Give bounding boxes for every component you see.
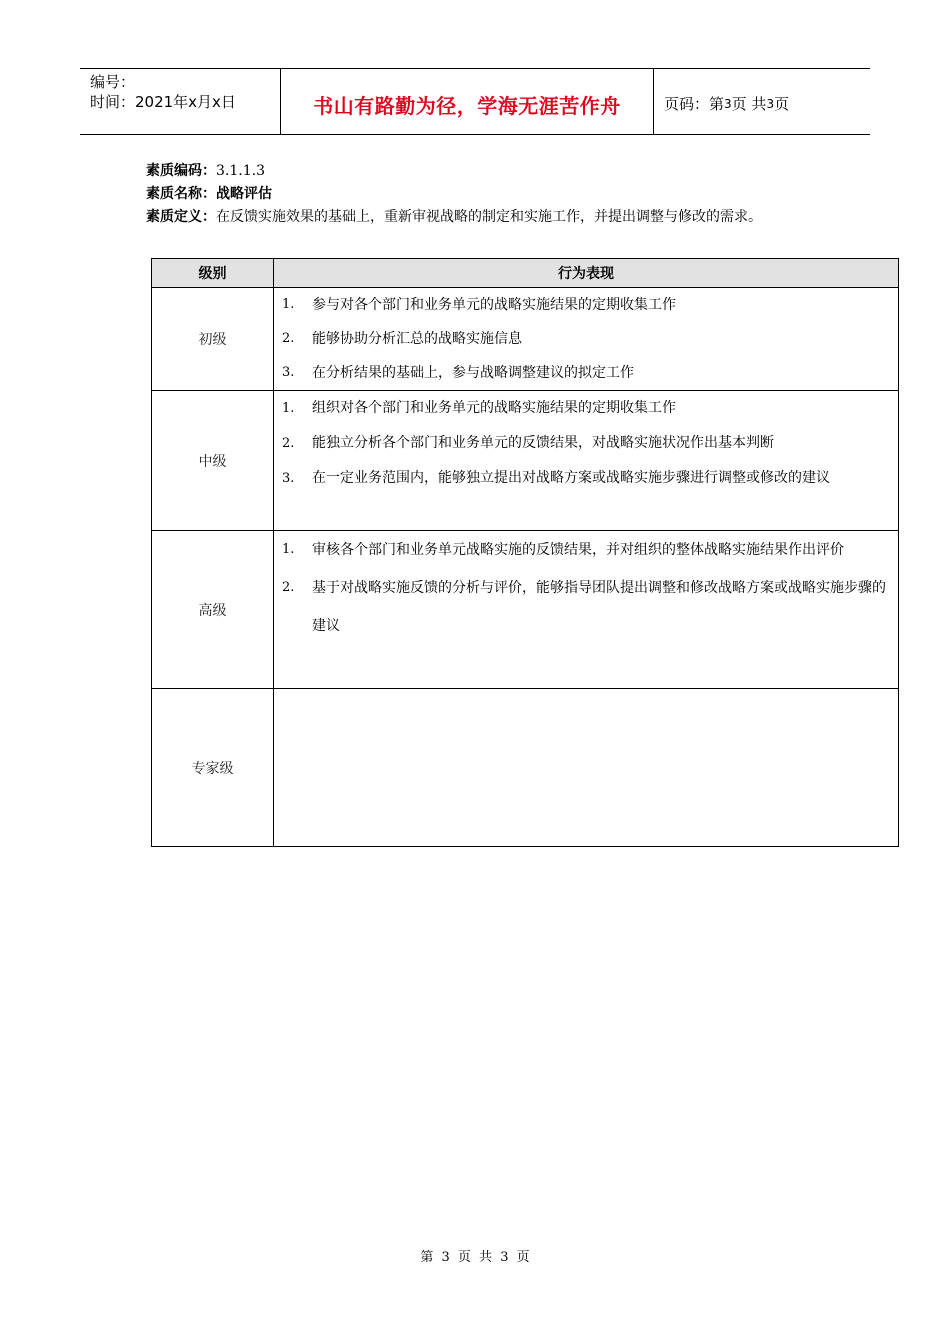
table-row — [152, 288, 899, 391]
item-number: 1. — [282, 297, 295, 312]
header-level: 级别 — [152, 259, 274, 288]
behavior-cell — [274, 391, 899, 531]
competency-definition-value: 在反馈实施效果的基础上，重新审视战略的制定和实施工作，并提出调整与修改的需求。 — [216, 209, 762, 225]
competency-definition-line — [146, 206, 762, 229]
competency-name-line — [146, 183, 762, 206]
competency-name-value: 战略评估 — [216, 186, 272, 202]
time-label: 时间：2021年x月x日 — [90, 93, 236, 111]
level-cell: 专家级 — [152, 689, 274, 847]
behavior-table — [151, 258, 899, 847]
item-text: 基于对战略实施反馈的分析与评价，能够指导团队提出调整和修改战略方案或战略实施步骤的建议 — [312, 580, 886, 634]
code-label: 编号： — [90, 73, 136, 91]
item-text: 能独立分析各个部门和业务单元的反馈结果，对战略实施状况作出基本判断 — [312, 435, 774, 451]
item-number: 2. — [282, 436, 295, 451]
behavior-cell-empty — [274, 689, 899, 847]
list-item — [282, 356, 886, 390]
list-item — [282, 531, 886, 569]
item-number: 1. — [282, 542, 295, 557]
competency-code-value: 3.1.1.3 — [216, 163, 265, 179]
item-text: 审核各个部门和业务单元战略实施的反馈结果，并对组织的整体战略实施结果作出评价 — [312, 542, 844, 558]
header-page-cell — [654, 69, 870, 134]
page-mid: 页 共 — [731, 95, 767, 113]
behavior-cell — [274, 531, 899, 689]
table-row — [152, 531, 899, 689]
table-row — [152, 689, 899, 847]
list-item — [282, 322, 886, 356]
item-text: 在一定业务范围内，能够独立提出对战略方案或战略实施步骤进行调整或修改的建议 — [312, 470, 830, 486]
item-text: 能够协助分析汇总的战略实施信息 — [312, 331, 522, 347]
list-item — [282, 461, 886, 496]
header-info-cell — [80, 69, 281, 134]
page-header — [80, 68, 870, 135]
footer-suffix: 页 — [516, 1250, 530, 1265]
footer-prefix: 第 — [420, 1250, 434, 1265]
list-item — [282, 426, 886, 461]
motto-text: 书山有路勤为径，学海无涯苦作舟 — [313, 94, 621, 118]
competency-definition-label: 素质定义： — [146, 209, 216, 225]
table-row — [152, 391, 899, 531]
list-item — [282, 569, 886, 645]
item-number: 2. — [282, 580, 295, 595]
header-motto-cell — [281, 69, 654, 134]
footer-current: 3 — [441, 1250, 450, 1265]
page-footer — [0, 1246, 950, 1265]
item-number: 3. — [282, 471, 295, 486]
competency-meta — [146, 160, 762, 229]
item-number: 2. — [282, 331, 295, 346]
item-number: 3. — [282, 365, 295, 380]
page-total: 3 — [766, 96, 775, 111]
level-cell: 初级 — [152, 288, 274, 391]
table-header-row — [152, 259, 899, 288]
behavior-cell — [274, 288, 899, 391]
item-text: 在分析结果的基础上，参与战略调整建议的拟定工作 — [312, 365, 634, 381]
level-cell: 高级 — [152, 531, 274, 689]
item-text: 组织对各个部门和业务单元的战略实施结果的定期收集工作 — [312, 400, 676, 416]
item-text: 参与对各个部门和业务单元的战略实施结果的定期收集工作 — [312, 297, 676, 313]
list-item — [282, 391, 886, 426]
footer-total: 3 — [500, 1250, 509, 1265]
competency-name-label: 素质名称： — [146, 186, 216, 202]
header-behavior: 行为表现 — [274, 259, 899, 288]
page-prefix: 页码：第 — [664, 95, 725, 113]
item-number: 1. — [282, 401, 295, 416]
footer-mid: 页 共 — [457, 1250, 493, 1265]
level-cell: 中级 — [152, 391, 274, 531]
page-current: 3 — [724, 96, 732, 111]
competency-code-line — [146, 160, 762, 183]
list-item — [282, 288, 886, 322]
page-suffix: 页 — [774, 95, 790, 113]
competency-code-label: 素质编码： — [146, 163, 216, 179]
